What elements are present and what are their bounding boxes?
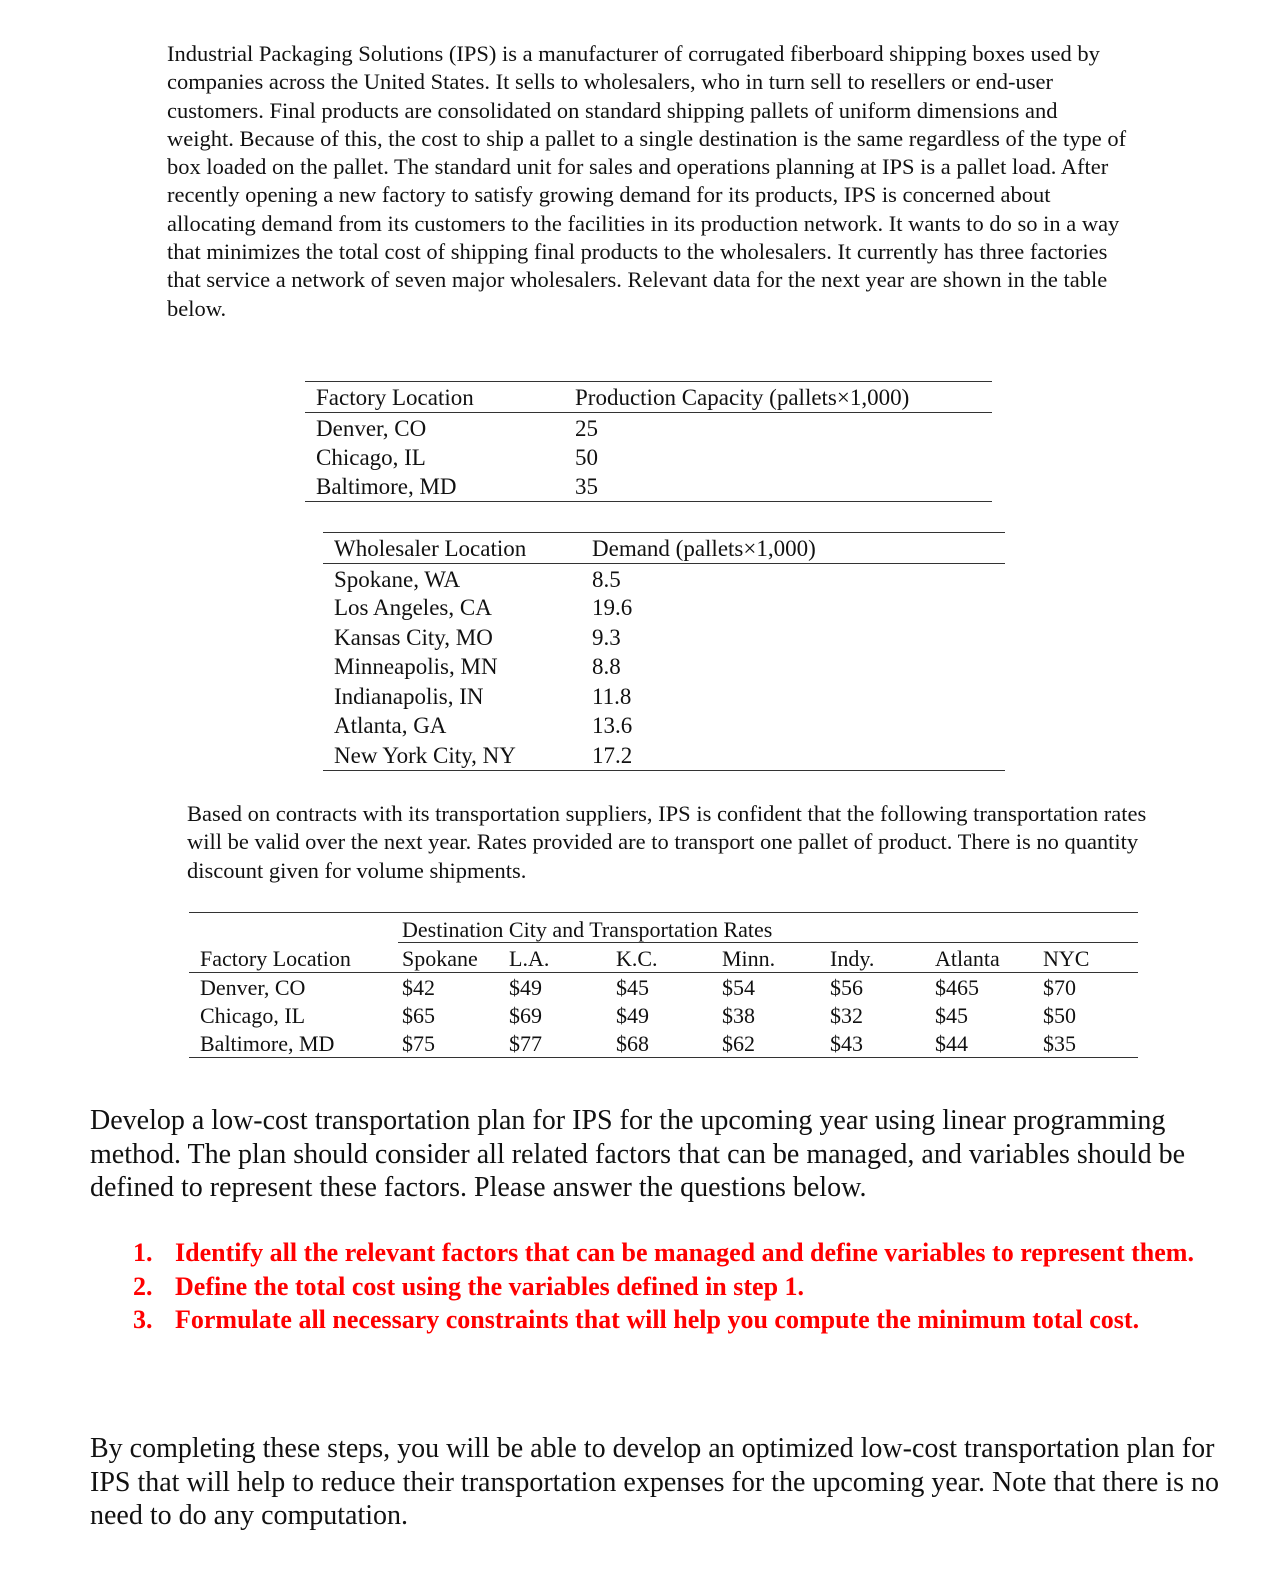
demand-value: 8.8 <box>592 654 621 679</box>
task-paragraph: Develop a low-cost transportation plan for IPS for the upcoming year using linear programming method. The plan should consider all related factors that can be managed, and variables should be defined to represent these factors. Please answer the questions below. <box>90 1105 1186 1203</box>
closing-paragraph: By completing these steps, you will be able to develop an optimized low-cost transportation plan for IPS that will help to reduce their transportation expenses for the upcoming year. Note that there is no need to do any computation. <box>90 1433 1220 1531</box>
capacity-value: 50 <box>575 445 598 470</box>
question-number: 2. <box>133 1271 153 1301</box>
rate-value: $69 <box>509 1003 542 1028</box>
rate-value: $38 <box>722 1003 755 1028</box>
rate-value: $43 <box>830 1031 863 1056</box>
rate-value: $68 <box>616 1031 649 1056</box>
rate-value: $45 <box>935 1003 968 1028</box>
table-rule <box>189 912 1138 913</box>
rates-header-city: L.A. <box>509 946 550 971</box>
question-text: Formulate all necessary constraints that will help you compute the minimum total cost. <box>175 1305 1140 1334</box>
rate-value: $49 <box>509 975 542 1000</box>
rates-factory: Denver, CO <box>200 975 306 1000</box>
capacity-factory: Baltimore, MD <box>316 474 457 499</box>
capacity-value: 25 <box>575 416 598 441</box>
rate-value: $35 <box>1043 1031 1076 1056</box>
rate-value: $44 <box>935 1031 968 1056</box>
table-rule <box>398 942 1138 943</box>
rate-value: $49 <box>616 1003 649 1028</box>
rates-header-city: Indy. <box>830 946 875 971</box>
demand-wholesaler: Kansas City, MO <box>334 625 493 650</box>
table-rule <box>323 770 1005 771</box>
rates-header-factory: Factory Location <box>200 946 351 971</box>
rate-value: $465 <box>935 975 979 1000</box>
question-number: 1. <box>133 1238 153 1267</box>
rate-value: $32 <box>830 1003 863 1028</box>
rate-value: $77 <box>509 1031 542 1056</box>
capacity-header-factory: Factory Location <box>316 385 474 410</box>
rate-value: $56 <box>830 975 863 1000</box>
rate-value: $70 <box>1043 975 1076 1000</box>
rate-value: $45 <box>616 975 649 1000</box>
table-rule <box>305 412 992 413</box>
demand-header-demand: Demand (pallets×1,000) <box>592 536 816 561</box>
demand-value: 19.6 <box>592 595 633 620</box>
rate-value: $42 <box>402 975 435 1000</box>
rates-group-header: Destination City and Transportation Rates <box>402 917 773 942</box>
intro-paragraph: Industrial Packaging Solutions (IPS) is a manufacturer of corrugated fiberboard shipping boxes used by companies across the United States. It sells to wholesalers, who in turn sell to resellers or end-user customers. Final products are consolidated on standard shipping pallets of uniform dimensions and weight. Because of this, the cost to ship a pallet to a single destination is the same regardless of the type of box loaded on the pallet. The standard unit for sales and operations planning at IPS is a pallet load. After recently opening a new factory to satisfy growing demand for its products, IPS is concerned about allocating demand from its customers to the facilities in its production network. It wants to do so in a way that minimizes the total cost of shipping final products to the wholesalers. It currently has three factories that service a network of seven major wholesalers. Relevant data for the next year are shown in the table below. <box>167 41 1127 321</box>
rates-header-city: Spokane <box>402 946 478 971</box>
table-rule <box>305 381 992 382</box>
rates-intro-paragraph: Based on contracts with its transportation suppliers, IPS is confident that the following transportation rates will be valid over the next year. Rates provided are to transport one pallet of product. There is no quantity discount given for volume shipments. <box>187 801 1147 883</box>
rate-value: $65 <box>402 1003 435 1028</box>
rate-value: $54 <box>722 975 755 1000</box>
demand-value: 13.6 <box>592 713 633 738</box>
demand-wholesaler: Spokane, WA <box>334 567 461 592</box>
question-text: Identify all the relevant factors that can be managed and define variables to represent them. <box>175 1238 1194 1267</box>
question-item <box>133 1270 1213 1304</box>
demand-wholesaler: Indianapolis, IN <box>334 684 484 709</box>
rates-factory: Baltimore, MD <box>200 1031 335 1056</box>
question-text: Define the total cost using the variables defined in step 1. <box>175 1271 805 1301</box>
capacity-value: 35 <box>575 474 598 499</box>
rates-header-city: K.C. <box>616 946 658 971</box>
question-item <box>133 1303 1213 1337</box>
demand-wholesaler: Atlanta, GA <box>334 713 447 738</box>
demand-wholesaler: New York City, NY <box>334 743 516 768</box>
demand-value: 9.3 <box>592 625 621 650</box>
demand-wholesaler: Minneapolis, MN <box>334 654 498 679</box>
table-rule <box>189 972 1138 973</box>
rate-value: $75 <box>402 1031 435 1056</box>
demand-value: 11.8 <box>592 684 632 709</box>
question-list <box>133 1236 1213 1337</box>
rates-factory: Chicago, IL <box>200 1003 306 1028</box>
question-number: 3. <box>133 1305 153 1334</box>
rates-header-city: NYC <box>1043 946 1090 971</box>
table-rule <box>189 1057 1138 1058</box>
table-rule <box>305 501 992 502</box>
rates-header-city: Atlanta <box>935 946 1000 971</box>
table-rule <box>323 563 1005 564</box>
question-item <box>133 1236 1213 1270</box>
rate-value: $50 <box>1043 1003 1076 1028</box>
capacity-factory: Chicago, IL <box>316 445 426 470</box>
capacity-header-capacity: Production Capacity (pallets×1,000) <box>575 385 910 410</box>
demand-wholesaler: Los Angeles, CA <box>334 595 492 620</box>
demand-value: 17.2 <box>592 743 633 768</box>
rates-header-city: Minn. <box>722 946 776 971</box>
rate-value: $62 <box>722 1031 755 1056</box>
demand-value: 8.5 <box>592 567 621 592</box>
demand-header-wholesaler: Wholesaler Location <box>334 536 527 561</box>
capacity-factory: Denver, CO <box>316 416 427 441</box>
table-rule <box>323 532 1005 533</box>
